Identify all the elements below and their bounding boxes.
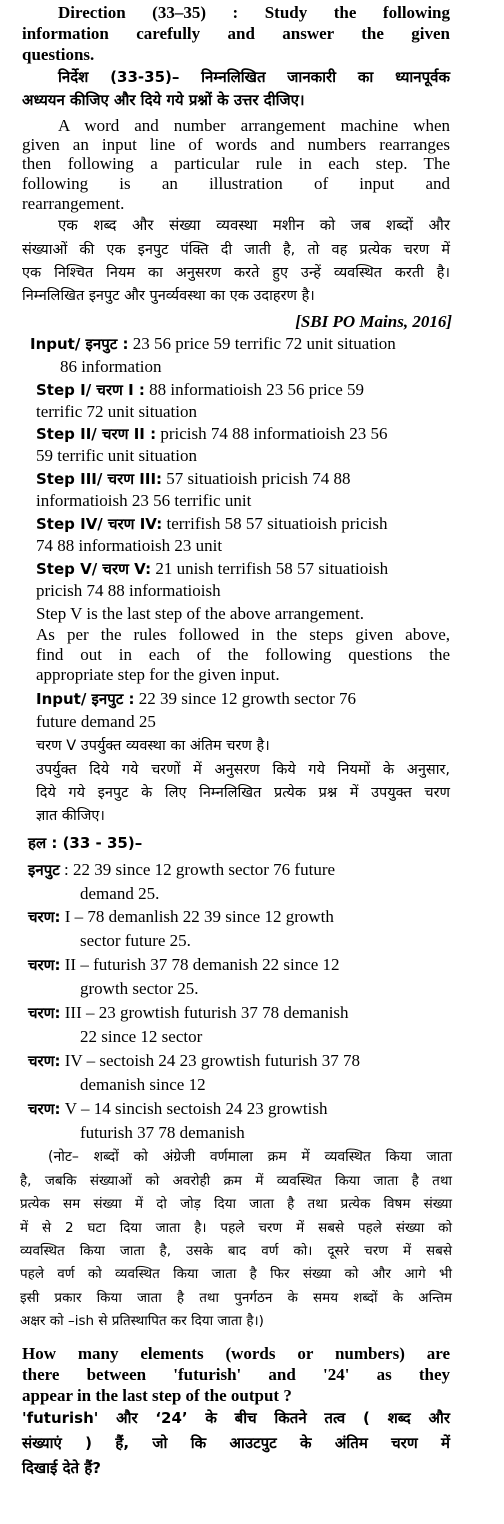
question-en-line-3: appear in the last step of the output ? — [22, 1386, 292, 1405]
question-input-hi-line-1: चरण V उपर्युक्त व्यवस्था का अंतिम चरण है। — [36, 738, 270, 754]
note-line-6: पहले वर्ण को व्यवस्थित किया जाता है फिर संख्या को और आगे भी — [20, 1266, 452, 1282]
note-line-7: इसी प्रकार किया जाता है तथा पुनर्गठन के समय शब्दों के अन्तिम — [20, 1290, 452, 1306]
question-en-line-2: there between 'futurish' and '24' as they — [22, 1365, 450, 1384]
example-step-1-cont: terrific 72 unit situation — [36, 402, 197, 421]
example-step-3-label: Step III/ चरण III: — [36, 470, 163, 488]
example-step-5 — [36, 559, 388, 579]
solution-step-3 — [28, 1003, 349, 1023]
direction-hi-line-2: अध्ययन कीजिए और दिये गये प्रश्नों के उत्तर दीजिए। — [22, 91, 305, 109]
solution-input-line-1 — [28, 860, 452, 880]
example-step-4-label: Step IV/ चरण IV: — [36, 515, 163, 533]
example-step-5-label: Step V/ चरण V: — [36, 560, 152, 578]
direction-hi-line-1: निर्देश (33-35)– निम्नलिखित जानकारी का ध्यानपूर्वक — [58, 68, 450, 86]
note-line-5: व्यवस्थित किया जाता है, उसके बाद वर्ण को। दूसरे चरण में सबसे — [20, 1243, 452, 1259]
intro-hi-line-3: एक निश्चित नियम का अनुसरण करते हुए उन्हें व्यवस्थित करती है। — [22, 265, 450, 281]
solution-step-5-values: V – 14 sincish sectoish 24 23 growtish — [64, 1099, 328, 1118]
note-line-2: है, जबकि संख्याओं को अवरोही क्रम में व्यवस्थित किया जाता है तथा — [20, 1173, 452, 1189]
question-input-line-2: future demand 25 — [36, 712, 156, 731]
intro-hi-line-2: संख्याओं की एक इनपुट पंक्ति दी जाती है, तो वह प्रत्येक चरण में — [22, 242, 450, 258]
solution-step-3-cont: 22 since 12 sector — [80, 1027, 203, 1046]
example-step-2-values: pricish 74 88 informatioish 23 56 — [160, 424, 388, 443]
question-input-line-1 — [36, 689, 356, 709]
solution-step-4-cont: demanish since 12 — [80, 1075, 206, 1094]
question-hi-line-1: 'futurish' और ‘24’ के बीच कितने तत्व ( शब्द और — [22, 1409, 450, 1427]
intro-en-line-1: A word and number arrangement machine when — [58, 116, 450, 135]
rule-en-line-1: Step V is the last step of the above arrangement. — [36, 604, 364, 623]
direction-en-line-2: information carefully and answer the given — [22, 24, 450, 43]
example-step-3 — [36, 469, 350, 489]
solution-step-4 — [28, 1051, 360, 1071]
solution-step-1-values: I – 78 demanlish 22 39 since 12 growth — [64, 907, 334, 926]
intro-en-line-2: given an input line of words and numbers rearranges — [22, 135, 450, 154]
question-input-hi-line-2: उपर्युक्त दिये गये चरणों में अनुसरण किये गये नियमों के अनुसार, — [36, 762, 450, 778]
intro-en-line-3: then following a particular rule in each step. The — [22, 154, 450, 173]
question-input-hi-line-3: दिये गये इनपुट के लिए निम्नलिखित प्रत्येक प्रश्न में उपयुक्त चरण — [36, 785, 450, 801]
example-input-line-2: 86 information — [60, 357, 162, 376]
direction-en-line-1: Direction (33–35) : Study the following — [58, 3, 450, 22]
solution-step-3-values: III – 23 growtish futurish 37 78 demanish — [64, 1003, 349, 1022]
note-line-8: अक्षर को –ish से प्रतिस्थापित कर दिया जाता है।) — [20, 1313, 264, 1329]
solution-step-1-cont: sector future 25. — [80, 931, 191, 950]
intro-hi-line-1: एक शब्द और संख्या व्यवस्था मशीन को जब शब्दों और — [58, 216, 450, 234]
example-step-4-values: terrifish 58 57 situatioish pricish — [166, 514, 388, 533]
solution-step-5 — [28, 1099, 327, 1119]
rule-en-line-4: appropriate step for the given input. — [36, 665, 280, 684]
solution-step-2-cont: growth sector 25. — [80, 979, 199, 998]
question-input-label: Input/ इनपुट : — [36, 690, 135, 708]
intro-en-line-5: rearrangement. — [22, 194, 125, 213]
example-step-2-label: Step II/ चरण II : — [36, 425, 157, 443]
question-input-values: 22 39 since 12 growth sector 76 — [138, 689, 356, 708]
direction-en-line-3: questions. — [22, 45, 95, 64]
example-step-4 — [36, 514, 387, 534]
example-input-line-1 — [30, 334, 396, 354]
example-step-1-label: Step I/ चरण I : — [36, 381, 145, 399]
question-en-line-1: How many elements (words or numbers) are — [22, 1344, 450, 1363]
solution-step-2 — [28, 955, 340, 975]
example-step-5-values: 21 unish terrifish 58 57 situatioish — [155, 559, 389, 578]
note-line-3: प्रत्येक सम संख्या में दो जोड़ दिया जाता है तथा प्रत्येक विषम संख्या — [20, 1196, 452, 1212]
solution-step-3-label: चरण: — [28, 1004, 61, 1022]
example-step-2-cont: 59 terrific unit situation — [36, 446, 197, 465]
question-input-hi-line-4: ज्ञात कीजिए। — [36, 808, 105, 824]
rule-en-line-2: As per the rules followed in the steps given above, — [36, 625, 450, 644]
example-step-5-cont: pricish 74 88 informatioish — [36, 581, 221, 600]
solution-step-5-cont: futurish 37 78 demanish — [80, 1123, 245, 1142]
example-input-label: Input/ इनपुट : — [30, 335, 129, 353]
note-line-4: में से 2 घटा दिया जाता है। पहले चरण में सबसे पहले संख्या को — [20, 1220, 452, 1236]
solution-input-line-2: demand 25. — [80, 884, 160, 903]
example-input-values: 23 56 price 59 terrific 72 unit situation — [132, 334, 396, 353]
question-hi-line-3: दिखाई देते हैं? — [22, 1459, 101, 1477]
solution-step-2-values: II – futurish 37 78 demanish 22 since 12 — [64, 955, 340, 974]
source-citation: [SBI PO Mains, 2016] — [295, 312, 452, 331]
solution-step-5-label: चरण: — [28, 1100, 61, 1118]
solution-input-label: इनपुट — [28, 861, 60, 879]
solution-step-1 — [28, 907, 334, 927]
solution-step-2-label: चरण: — [28, 956, 61, 974]
example-step-4-cont: 74 88 informatioish 23 unit — [36, 536, 223, 555]
question-hi-line-2: संख्याएं ) हैं, जो कि आउटपुट के अंतिम चरण में — [22, 1434, 450, 1452]
solution-step-1-label: चरण: — [28, 908, 61, 926]
solution-input-values: : 22 39 since 12 growth sector 76 future — [64, 860, 336, 879]
intro-hi-line-4: निम्नलिखित इनपुट और पुनर्व्यवस्था का एक उदाहरण है। — [22, 288, 315, 304]
solution-step-4-values: IV – sectoish 24 23 growtish futurish 37 78 — [64, 1051, 361, 1070]
solution-heading: हल : (33 - 35)– — [28, 834, 143, 852]
example-step-2 — [36, 424, 387, 444]
note-line-1: (नोट– शब्दों को अंग्रेजी वर्णमाला क्रम में व्यवस्थित किया जाता — [48, 1149, 452, 1165]
intro-en-line-4: following is an illustration of input and — [22, 174, 450, 193]
solution-step-4-label: चरण: — [28, 1052, 61, 1070]
example-step-1-values: 88 informatioish 23 56 price 59 — [149, 380, 364, 399]
example-step-3-cont: informatioish 23 56 terrific unit — [36, 491, 252, 510]
example-step-1 — [36, 380, 364, 400]
rule-en-line-3: find out in each of the following questions the — [36, 645, 450, 664]
example-step-3-values: 57 situatioish pricish 74 88 — [166, 469, 351, 488]
